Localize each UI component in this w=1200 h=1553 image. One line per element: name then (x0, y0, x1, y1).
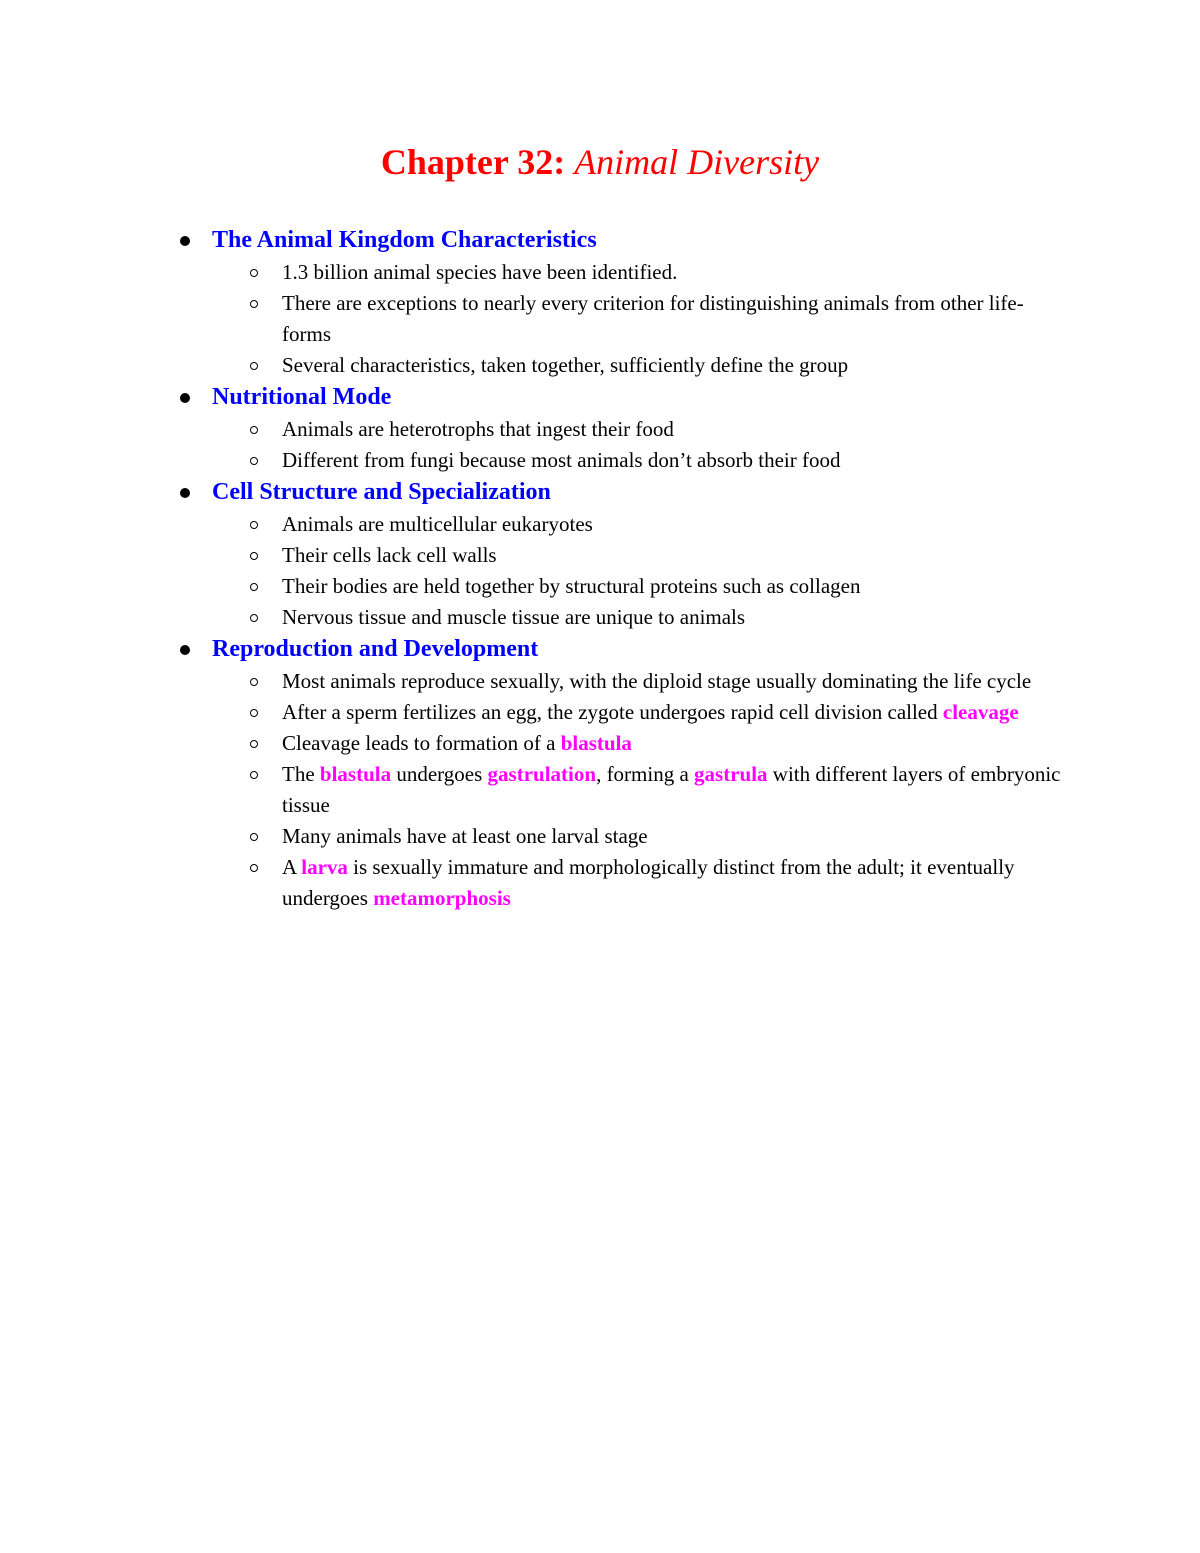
title-topic: Animal Diversity (574, 142, 820, 182)
list-item-text: Their bodies are held together by structural proteins such as collagen (282, 574, 861, 598)
key-term: blastula (560, 731, 632, 755)
list-item (0, 759, 1062, 821)
hollow-bullet-icon (250, 614, 258, 622)
list-item-text: Their cells lack cell walls (282, 543, 497, 567)
list-item (0, 666, 1062, 697)
hollow-bullet-icon (250, 833, 258, 841)
list-item (0, 257, 1062, 288)
hollow-bullet-icon (250, 583, 258, 591)
hollow-bullet-icon (250, 362, 258, 370)
key-term: gastrula (694, 762, 768, 786)
list-item (0, 602, 1062, 633)
key-term: larva (301, 855, 348, 879)
hollow-bullet-icon (250, 740, 258, 748)
title-chapter: Chapter 32: (380, 142, 566, 182)
hollow-bullet-icon (250, 269, 258, 277)
list-item-text: There are exceptions to nearly every criterion for distinguishing animals from other life-forms (282, 291, 1024, 346)
item-text-segment: A (282, 855, 302, 879)
section-heading-label: The Animal Kingdom Characteristics (212, 227, 597, 253)
hollow-bullet-icon (250, 457, 258, 465)
key-term: gastrulation (487, 762, 597, 786)
list-item-text: Most animals reproduce sexually, with the diploid stage usually dominating the life cycle (282, 669, 1032, 693)
list-item-text (282, 731, 632, 755)
list-item-text: Nervous tissue and muscle tissue are unique to animals (282, 605, 746, 629)
list-item (0, 509, 1062, 540)
list-item-text (282, 700, 1019, 724)
list-item (0, 697, 1062, 728)
list-item (0, 571, 1062, 602)
item-text-segment: Cleavage leads to formation of a (282, 731, 561, 755)
item-text-segment: undergoes (391, 762, 488, 786)
item-text-segment: The (282, 762, 320, 786)
key-term: cleavage (942, 700, 1019, 724)
filled-bullet-icon (180, 488, 190, 498)
list-item (0, 821, 1062, 852)
hollow-bullet-icon (250, 678, 258, 686)
item-text-segment: with different layers of embryonic tissue (282, 762, 1061, 817)
section-heading (0, 224, 1200, 257)
list-item-text: Several characteristics, taken together, sufficiently define the group (282, 353, 849, 377)
page-title (0, 140, 1200, 184)
list-item (0, 414, 1062, 445)
list-item-text (282, 855, 1015, 910)
hollow-bullet-icon (250, 300, 258, 308)
list-item-text: 1.3 billion animal species have been identified. (282, 260, 678, 284)
list-item (0, 288, 1062, 350)
list-item-text: Different from fungi because most animals don’t absorb their food (282, 448, 841, 472)
key-term: metamorphosis (373, 886, 511, 910)
hollow-bullet-icon (250, 521, 258, 529)
hollow-bullet-icon (250, 709, 258, 717)
filled-bullet-icon (180, 393, 190, 403)
section-heading (0, 381, 1200, 414)
hollow-bullet-icon (250, 771, 258, 779)
item-text-segment: is sexually immature and morphologically distinct from the adult; it eventually undergoes (282, 855, 1015, 910)
list-item-text: Animals are heterotrophs that ingest their food (282, 417, 674, 441)
item-text-segment: After a sperm fertilizes an egg, the zygote undergoes rapid cell division called (282, 700, 943, 724)
section-heading (0, 633, 1200, 666)
list-item-text: Many animals have at least one larval stage (282, 824, 648, 848)
section-heading-label: Nutritional Mode (212, 384, 392, 410)
section-heading (0, 476, 1200, 509)
item-text-segment: , forming a (596, 762, 695, 786)
filled-bullet-icon (180, 645, 190, 655)
list-item (0, 350, 1062, 381)
filled-bullet-icon (180, 236, 190, 246)
list-item (0, 728, 1062, 759)
hollow-bullet-icon (250, 426, 258, 434)
list-item (0, 540, 1062, 571)
list-item-text: Animals are multicellular eukaryotes (282, 512, 593, 536)
hollow-bullet-icon (250, 552, 258, 560)
list-item-text (282, 762, 1060, 817)
list-item (0, 445, 1062, 476)
outline-list (0, 224, 1200, 914)
key-term: blastula (319, 762, 392, 786)
section-heading-label: Cell Structure and Specialization (212, 479, 551, 505)
hollow-bullet-icon (250, 864, 258, 872)
section-heading-label: Reproduction and Development (212, 636, 539, 662)
list-item (0, 852, 1062, 914)
